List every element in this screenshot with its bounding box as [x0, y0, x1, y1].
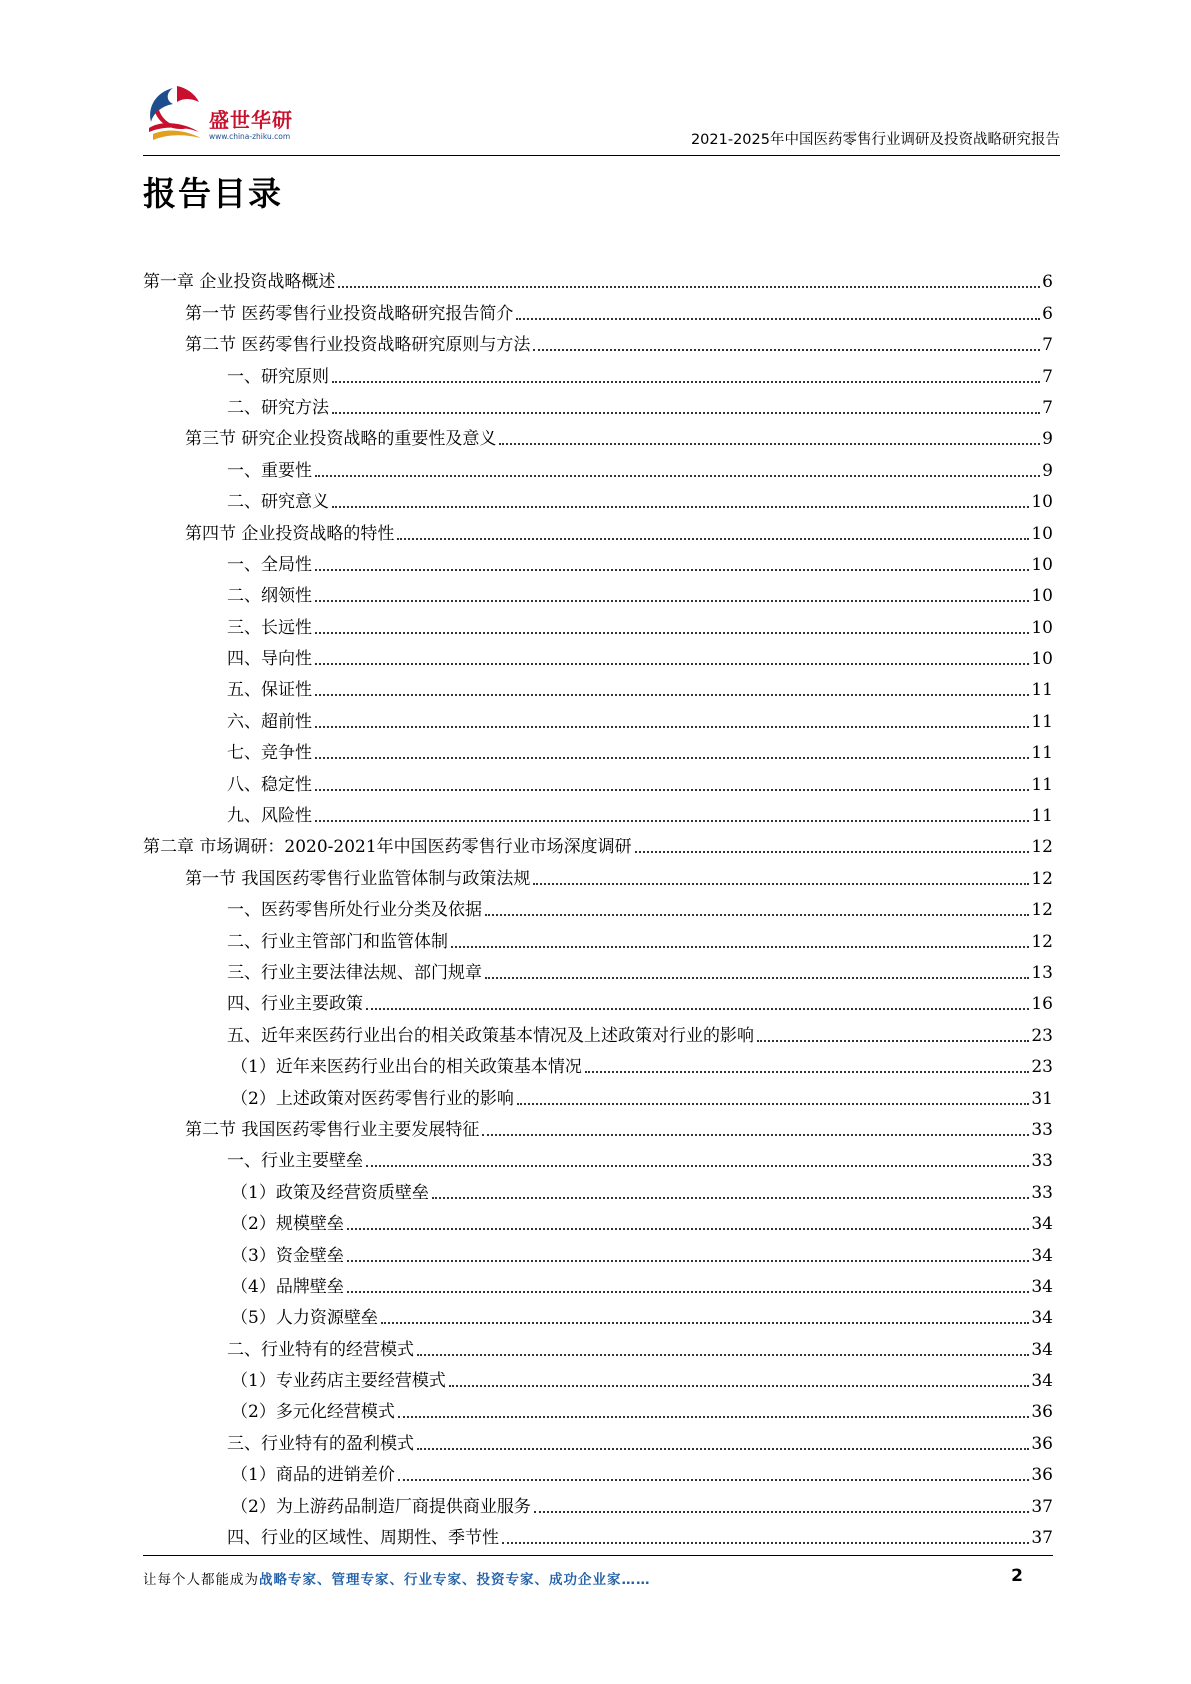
toc-entry-title: 二、研究方法: [227, 397, 329, 418]
toc-entry-title: 三、行业特有的盈利模式: [227, 1433, 414, 1454]
toc-entry[interactable]: [143, 1392, 1053, 1423]
report-title: 2021-2025年中国医药零售行业调研及投资战略研究报告: [690, 132, 1060, 148]
toc-dot-leader: [417, 1447, 1029, 1450]
footer-divider: [143, 1555, 1053, 1556]
toc-entry-title: 二、行业特有的经营模式: [227, 1339, 414, 1360]
toc-dot-leader: [517, 1102, 1030, 1105]
toc-dot-leader: [338, 285, 1040, 288]
toc-entry[interactable]: [143, 921, 1053, 952]
toc-entry[interactable]: [143, 1518, 1053, 1549]
toc-dot-leader: [315, 819, 1029, 822]
toc-dot-leader: [516, 317, 1040, 320]
toc-entry[interactable]: [143, 262, 1053, 293]
toc-entry-page: 31: [1031, 1088, 1053, 1109]
toc-dot-leader: [432, 1196, 1030, 1199]
page-title: 报告目录: [143, 174, 283, 213]
toc-entry[interactable]: [143, 545, 1053, 576]
logo-emblem-icon: [143, 82, 213, 148]
toc-entry[interactable]: [143, 1172, 1053, 1203]
toc-entry[interactable]: [143, 953, 1053, 984]
toc-entry-title: （5）人力资源壁垒: [231, 1308, 378, 1329]
toc-entry[interactable]: [143, 1329, 1053, 1360]
toc-entry-title: 六、超前性: [227, 711, 312, 732]
toc-dot-leader: [499, 442, 1040, 445]
toc-entry-page: 10: [1031, 617, 1053, 638]
toc-entry[interactable]: [143, 701, 1053, 732]
page-header: [143, 80, 1060, 158]
toc-entry-title: 第二节 我国医药零售行业主要发展特征: [185, 1119, 480, 1140]
toc-entry-title: 一、重要性: [227, 460, 312, 481]
toc-entry[interactable]: [143, 1361, 1053, 1392]
toc-entry-page: 11: [1031, 806, 1053, 827]
toc-dot-leader: [397, 537, 1029, 540]
toc-entry-title: （2）为上游药品制造厂商提供商业服务: [231, 1496, 531, 1517]
toc-entry[interactable]: [143, 733, 1053, 764]
toc-entry-page: 7: [1042, 397, 1053, 418]
toc-dot-leader: [381, 1321, 1030, 1324]
toc-entry-title: （1）近年来医药行业出台的相关政策基本情况: [231, 1057, 582, 1078]
toc-entry[interactable]: [143, 858, 1053, 889]
toc-dot-leader: [635, 850, 1030, 853]
toc-entry-page: 6: [1042, 303, 1053, 324]
toc-dot-leader: [315, 599, 1029, 602]
toc-dot-leader: [417, 1353, 1029, 1356]
toc-entry[interactable]: [143, 639, 1053, 670]
toc-entry[interactable]: [143, 419, 1053, 450]
toc-entry-title: 第三节 研究企业投资战略的重要性及意义: [185, 429, 497, 450]
header-divider: [143, 155, 1060, 156]
toc-entry[interactable]: [143, 1267, 1053, 1298]
toc-entry-page: 12: [1031, 868, 1053, 889]
toc-entry-page: 7: [1042, 366, 1053, 387]
toc-dot-leader: [534, 1510, 1030, 1513]
toc-dot-leader: [315, 474, 1040, 477]
toc-entry[interactable]: [143, 827, 1053, 858]
toc-entry-page: 11: [1031, 774, 1053, 795]
company-logo: [143, 82, 313, 148]
toc-entry-title: （3）资金壁垒: [231, 1245, 344, 1266]
footer-slogan: [143, 1568, 651, 1588]
toc-dot-leader: [398, 1415, 1030, 1418]
toc-entry[interactable]: [143, 1455, 1053, 1486]
toc-entry[interactable]: [143, 1110, 1053, 1141]
toc-dot-leader: [315, 725, 1029, 728]
toc-entry[interactable]: [143, 388, 1053, 419]
toc-entry[interactable]: [143, 1423, 1053, 1454]
toc-entry-page: 12: [1031, 837, 1053, 858]
toc-entry-page: 34: [1031, 1214, 1053, 1235]
toc-entry[interactable]: [143, 1078, 1053, 1109]
toc-entry[interactable]: [143, 764, 1053, 795]
toc-entry[interactable]: [143, 1015, 1053, 1046]
toc-entry-page: 36: [1031, 1433, 1053, 1454]
toc-entry[interactable]: [143, 513, 1053, 544]
toc-entry-title: 二、研究意义: [227, 492, 329, 513]
toc-entry-page: 12: [1031, 900, 1053, 921]
toc-entry[interactable]: [143, 1298, 1053, 1329]
toc-entry[interactable]: [143, 293, 1053, 324]
toc-entry-page: 10: [1031, 649, 1053, 670]
toc-dot-leader: [332, 505, 1029, 508]
toc-entry-page: 9: [1042, 429, 1053, 450]
toc-entry-page: 36: [1031, 1402, 1053, 1423]
toc-entry-page: 33: [1031, 1151, 1053, 1172]
toc-entry-title: 七、竞争性: [227, 743, 312, 764]
toc-entry-title: 八、稳定性: [227, 774, 312, 795]
toc-entry[interactable]: [143, 325, 1053, 356]
page-number: 2: [1011, 1566, 1023, 1586]
toc-entry-title: 三、行业主要法律法规、部门规章: [227, 962, 482, 983]
toc-entry-title: （2）多元化经营模式: [231, 1402, 395, 1423]
toc-dot-leader: [533, 348, 1040, 351]
toc-entry-page: 11: [1031, 680, 1053, 701]
logo-text: 盛世华研: [209, 108, 293, 132]
toc-dot-leader: [502, 1541, 1029, 1544]
toc-entry-page: 37: [1031, 1496, 1053, 1517]
table-of-contents: [143, 262, 1053, 1549]
toc-entry-title: 第一章 企业投资战略概述: [143, 272, 336, 293]
toc-dot-leader: [449, 1384, 1030, 1387]
page-footer: [143, 1568, 1023, 1592]
slogan-highlight: 战略专家、管理专家、行业专家、投资专家、成功企业家……: [259, 1572, 651, 1588]
toc-entry-page: 33: [1031, 1119, 1053, 1140]
toc-entry-title: 四、导向性: [227, 649, 312, 670]
toc-entry-title: 一、医药零售所处行业分类及依据: [227, 900, 482, 921]
toc-entry[interactable]: [143, 670, 1053, 701]
toc-entry-page: 10: [1031, 523, 1053, 544]
toc-dot-leader: [485, 913, 1029, 916]
toc-entry[interactable]: [143, 576, 1053, 607]
toc-entry-title: 一、行业主要壁垒: [227, 1151, 363, 1172]
toc-entry-title: 二、行业主管部门和监管体制: [227, 931, 448, 952]
toc-entry-title: （2）上述政策对医药零售行业的影响: [231, 1088, 514, 1109]
toc-entry[interactable]: [143, 1235, 1053, 1266]
toc-entry-page: 12: [1031, 931, 1053, 952]
toc-entry[interactable]: [143, 607, 1053, 638]
toc-entry-page: 7: [1042, 335, 1053, 356]
toc-entry-page: 34: [1031, 1339, 1053, 1360]
toc-dot-leader: [315, 756, 1029, 759]
toc-dot-leader: [366, 1164, 1029, 1167]
toc-entry-title: （4）品牌壁垒: [231, 1276, 344, 1297]
toc-dot-leader: [347, 1259, 1030, 1262]
toc-entry[interactable]: [143, 796, 1053, 827]
toc-dot-leader: [757, 1039, 1029, 1042]
toc-dot-leader: [533, 882, 1029, 885]
toc-entry-title: 五、近年来医药行业出台的相关政策基本情况及上述政策对行业的影响: [227, 1025, 754, 1046]
toc-entry-page: 36: [1031, 1465, 1053, 1486]
toc-entry-page: 34: [1031, 1308, 1053, 1329]
toc-entry-page: 10: [1031, 492, 1053, 513]
toc-entry-title: 一、全局性: [227, 554, 312, 575]
toc-entry-title: 第一节 医药零售行业投资战略研究报告简介: [185, 303, 514, 324]
toc-dot-leader: [347, 1290, 1030, 1293]
toc-entry[interactable]: [143, 1486, 1053, 1517]
toc-dot-leader: [315, 662, 1029, 665]
toc-entry-page: 10: [1031, 586, 1053, 607]
toc-entry-page: 16: [1031, 994, 1053, 1015]
toc-dot-leader: [398, 1478, 1030, 1481]
toc-entry-title: （1）商品的进销差价: [231, 1465, 395, 1486]
toc-dot-leader: [315, 693, 1029, 696]
toc-entry-title: 第四节 企业投资战略的特性: [185, 523, 395, 544]
toc-entry-page: 34: [1031, 1245, 1053, 1266]
slogan-prefix: 让每个人都能成为: [143, 1572, 259, 1588]
toc-entry[interactable]: [143, 356, 1053, 387]
toc-dot-leader: [451, 945, 1029, 948]
toc-entry-page: 33: [1031, 1182, 1053, 1203]
toc-dot-leader: [585, 1070, 1030, 1073]
toc-entry[interactable]: [143, 1141, 1053, 1172]
toc-entry[interactable]: [143, 450, 1053, 481]
toc-dot-leader: [332, 380, 1040, 383]
toc-dot-leader: [485, 976, 1029, 979]
toc-entry-title: 四、行业的区域性、周期性、季节性: [227, 1528, 499, 1549]
toc-dot-leader: [347, 1227, 1030, 1230]
toc-dot-leader: [482, 1133, 1029, 1136]
toc-entry-title: 二、纲领性: [227, 586, 312, 607]
toc-dot-leader: [315, 568, 1029, 571]
toc-entry-page: 23: [1031, 1025, 1053, 1046]
toc-dot-leader: [366, 1007, 1029, 1010]
toc-entry-title: 一、研究原则: [227, 366, 329, 387]
toc-entry[interactable]: [143, 1204, 1053, 1235]
toc-entry-title: 三、长远性: [227, 617, 312, 638]
toc-entry-page: 9: [1042, 460, 1053, 481]
toc-dot-leader: [315, 788, 1029, 791]
logo-url: www.china-zhiku.com: [209, 132, 291, 141]
toc-entry-page: 37: [1031, 1528, 1053, 1549]
toc-entry-page: 34: [1031, 1371, 1053, 1392]
toc-entry[interactable]: [143, 482, 1053, 513]
toc-entry-page: 11: [1031, 711, 1053, 732]
toc-entry-title: 四、行业主要政策: [227, 994, 363, 1015]
toc-entry-page: 10: [1031, 554, 1053, 575]
toc-entry[interactable]: [143, 890, 1053, 921]
toc-entry-title: 第二章 市场调研：2020-2021年中国医药零售行业市场深度调研: [143, 837, 632, 858]
toc-entry-title: （1）政策及经营资质壁垒: [231, 1182, 429, 1203]
toc-entry-page: 34: [1031, 1276, 1053, 1297]
toc-dot-leader: [315, 631, 1029, 634]
toc-dot-leader: [332, 411, 1040, 414]
toc-entry-title: （2）规模壁垒: [231, 1214, 344, 1235]
toc-entry-title: 五、保证性: [227, 680, 312, 701]
toc-entry[interactable]: [143, 984, 1053, 1015]
toc-entry-page: 11: [1031, 743, 1053, 764]
toc-entry[interactable]: [143, 1047, 1053, 1078]
toc-entry-page: 23: [1031, 1057, 1053, 1078]
toc-entry-page: 13: [1031, 962, 1053, 983]
toc-entry-page: 6: [1042, 272, 1053, 293]
toc-entry-title: 第二节 医药零售行业投资战略研究原则与方法: [185, 335, 531, 356]
toc-entry-title: 第一节 我国医药零售行业监管体制与政策法规: [185, 868, 531, 889]
toc-entry-title: （1）专业药店主要经营模式: [231, 1371, 446, 1392]
toc-entry-title: 九、风险性: [227, 806, 312, 827]
